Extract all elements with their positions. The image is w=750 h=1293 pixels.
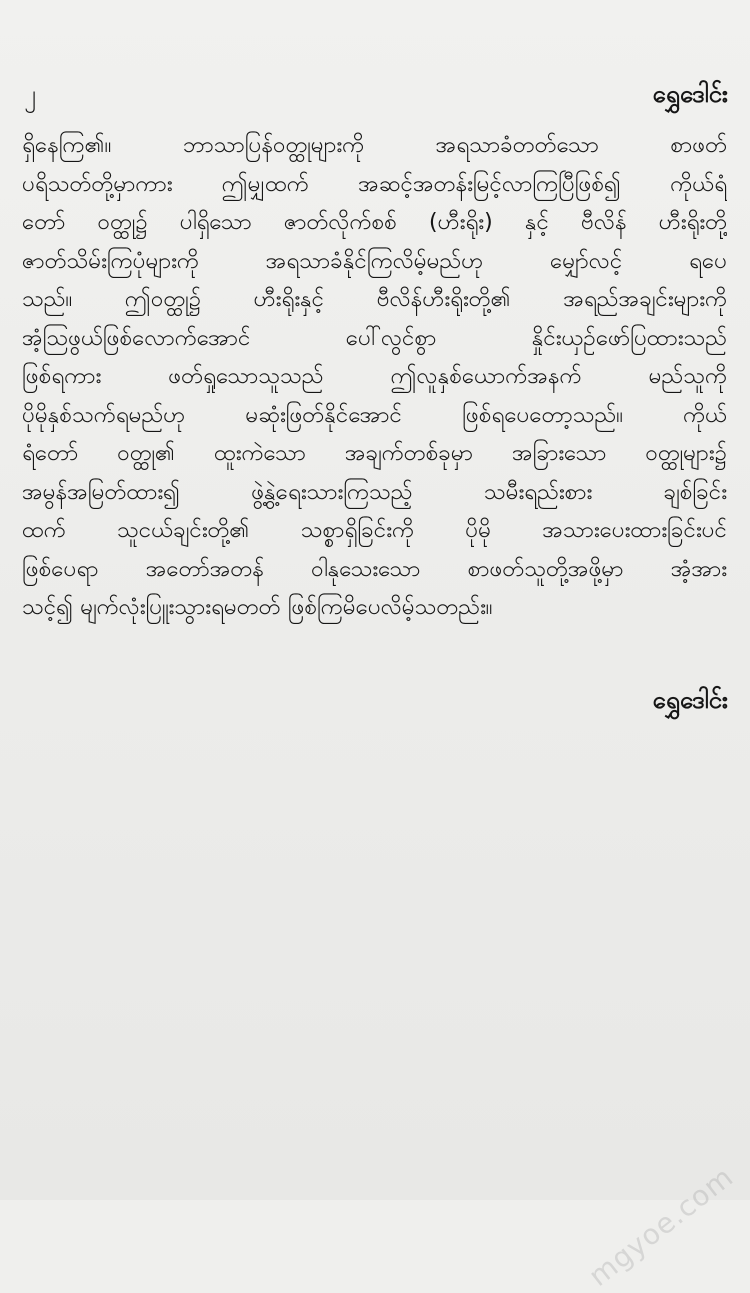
text-line: ဖြစ်ရကား ဖတ်ရှုသောသူသည် ဤလူနှစ်ယောက်အနက် မည်သူကို	[22, 363, 727, 389]
text-line: သင့်၍ မျက်လုံးပြူးသွားရမတတ် ဖြစ်ကြမိပေလိမ့်သတည်း။	[22, 594, 493, 620]
page-header	[24, 76, 728, 112]
text-line: ပိုမိုနှစ်သက်ရမည်ဟု မဆုံးဖြတ်နိုင်အောင် ဖြစ်ရပေတော့သည်။ ကိုယ်	[22, 401, 727, 428]
text-line: ရံတော် ဝတ္ထု၏ ထူးကဲသော အချက်တစ်ခုမှာ အခြားသော ဝတ္ထုများ၌	[22, 440, 727, 466]
text-line: ပရိသတ်တို့မှာကား ဤမျှထက် အဆင့်အတန်းမြင့်လာကြပြီဖြစ်၍ ကိုယ်ရံ	[22, 170, 727, 197]
watermark: mgyoe.com	[582, 1159, 740, 1293]
page-number: ၂	[24, 80, 36, 108]
running-title: ရွှေဒေါင်း	[652, 80, 728, 108]
text-line: တော် ဝတ္ထု၌ ပါရှိသော ဇာတ်လိုက်စစ် (ဟီးရိုး) နှင့် ဗီလိန် ဟီးရိုးတို့	[22, 209, 727, 235]
text-line: အမွန်အမြတ်ထား၍ ဖွဲ့နွဲ့ရေးသားကြသည့် သမီးရည်းစား ချစ်ခြင်း	[22, 478, 727, 505]
text-line: ထက် သူငယ်ချင်းတို့၏ သစ္စာရှိခြင်းကို ပိုမို အသားပေးထားခြင်းပင်	[22, 517, 727, 543]
body-paragraph	[22, 126, 727, 627]
text-line: ဖြစ်ပေရာ အတော်အတန် ဝါနုသေးသော စာဖတ်သူတို့အဖို့မှာ အံ့အား	[22, 555, 727, 582]
text-line: အံ့သြဖွယ်ဖြစ်လောက်အောင် ပေါ်လွင်စွာ နှိုင်းယှဉ်ဖော်ပြထားသည်	[22, 324, 727, 351]
text-line: သည်။ ဤဝတ္ထု၌ ဟီးရိုးနှင့် ဗီလိန်ဟီးရိုးတို့၏ အရည်အချင်းများကို	[22, 286, 727, 312]
author-signature: ရွှေဒေါင်း	[652, 686, 728, 714]
text-line: ရှိနေကြ၏။ ဘာသာပြန်ဝတ္ထုများကို အရသာခံတတ်သော စာဖတ်	[22, 132, 727, 158]
text-line: ဇာတ်သိမ်းကြပုံများကို အရသာခံနိုင်ကြလိမ့်မည်ဟု မျှော်လင့် ရပေ	[22, 247, 727, 274]
